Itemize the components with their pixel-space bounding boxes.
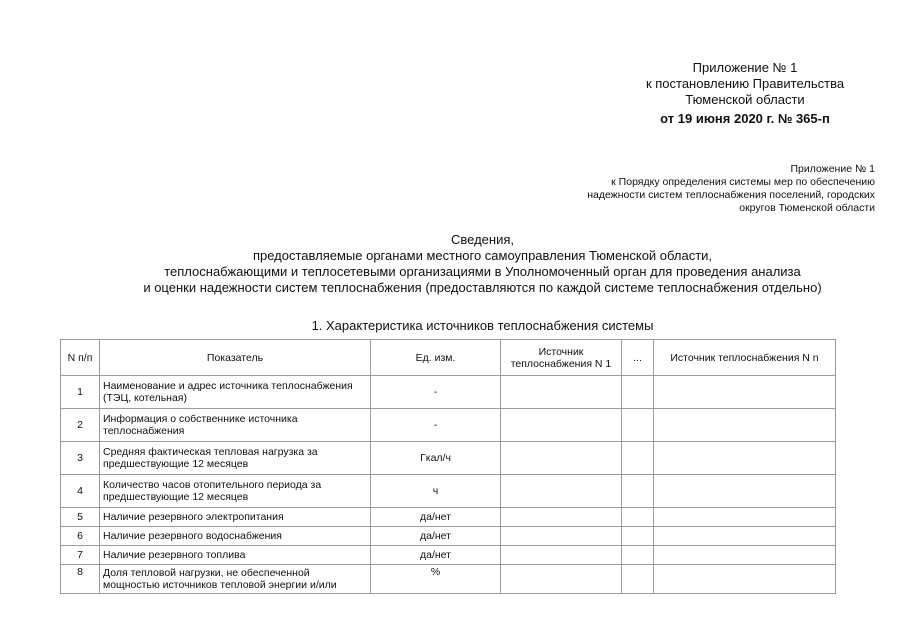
row-num: 4 (61, 475, 100, 508)
table-row (61, 409, 836, 442)
table-row (61, 565, 836, 594)
title-line-2: предоставляемые органами местного самоуправления Тюменской области, (252, 248, 713, 263)
row-indicator: Наличие резервного водоснабжения (100, 527, 371, 546)
table-row (61, 442, 836, 475)
cell-source-n[interactable] (654, 376, 836, 409)
cell-ellipsis[interactable] (622, 546, 654, 565)
row-unit: ч (371, 475, 501, 508)
cell-source-1[interactable] (501, 546, 622, 565)
row-indicator: Наименование и адрес источника теплоснабжения (ТЭЦ, котельная) (100, 376, 371, 409)
cell-ellipsis[interactable] (622, 527, 654, 546)
row-unit: % (371, 565, 501, 594)
appendix-1-date: от 19 июня 2020 г. № 365-п (660, 111, 830, 126)
row-indicator: Средняя фактическая тепловая нагрузка за предшествующие 12 месяцев (100, 442, 371, 475)
cell-source-n[interactable] (654, 508, 836, 527)
row-unit: да/нет (371, 508, 501, 527)
cell-source-n[interactable] (654, 565, 836, 594)
appendix-1-header (560, 60, 905, 127)
row-unit: Гкал/ч (371, 442, 501, 475)
characteristics-table (60, 339, 836, 594)
row-num: 1 (61, 376, 100, 409)
table-header-row (61, 340, 836, 376)
cell-source-1[interactable] (501, 527, 622, 546)
appendix-2-line-4: округов Тюменской области (739, 202, 875, 214)
appendix-1-line-3: Тюменской области (685, 92, 805, 107)
cell-ellipsis[interactable] (622, 376, 654, 409)
cell-source-n[interactable] (654, 475, 836, 508)
table-row (61, 376, 836, 409)
row-indicator: Наличие резервного электропитания (100, 508, 371, 527)
row-unit: - (371, 376, 501, 409)
section-title: 1. Характеристика источников теплоснабжения системы (311, 318, 654, 333)
table-row (61, 508, 836, 527)
row-unit: - (371, 409, 501, 442)
table-row (61, 546, 836, 565)
row-num: 8 (61, 565, 100, 594)
row-num: 2 (61, 409, 100, 442)
header-unit: Ед. изм. (371, 340, 501, 376)
appendix-2-header (455, 163, 875, 215)
table-row (61, 475, 836, 508)
cell-source-1[interactable] (501, 409, 622, 442)
title-line-1: Сведения, (450, 232, 514, 247)
cell-source-1[interactable] (501, 508, 622, 527)
row-indicator: Количество часов отопительного периода за предшествующие 12 месяцев (100, 475, 371, 508)
row-num: 5 (61, 508, 100, 527)
header-source-n: Источник теплоснабжения N n (654, 340, 836, 376)
row-num: 7 (61, 546, 100, 565)
cell-source-n[interactable] (654, 442, 836, 475)
row-num: 3 (61, 442, 100, 475)
row-unit: да/нет (371, 546, 501, 565)
cell-ellipsis[interactable] (622, 475, 654, 508)
cell-ellipsis[interactable] (622, 409, 654, 442)
row-num: 6 (61, 527, 100, 546)
cell-ellipsis[interactable] (622, 508, 654, 527)
title-line-3: теплоснабжающими и теплосетевыми организациями в Уполномоченный орган для проведения анализа (164, 264, 801, 279)
table-row (61, 527, 836, 546)
cell-source-1[interactable] (501, 442, 622, 475)
title-line-4: и оценки надежности систем теплоснабжения (предоставляются по каждой системе теплоснабжения отдельно) (143, 280, 822, 295)
row-unit: да/нет (371, 527, 501, 546)
header-num: N п/п (61, 340, 100, 376)
row-indicator: Наличие резервного топлива (100, 546, 371, 565)
cell-source-1[interactable] (501, 475, 622, 508)
header-indicator: Показатель (100, 340, 371, 376)
cell-source-n[interactable] (654, 546, 836, 565)
cell-source-1[interactable] (501, 565, 622, 594)
row-indicator: Доля тепловой нагрузки, не обеспеченной мощностью источников тепловой энергии и/или (100, 565, 371, 594)
row-indicator: Информация о собственнике источника теплоснабжения (100, 409, 371, 442)
cell-ellipsis[interactable] (622, 442, 654, 475)
appendix-1-line-1: Приложение № 1 (692, 60, 798, 75)
cell-source-n[interactable] (654, 527, 836, 546)
header-source-1: Источник теплоснабжения N 1 (501, 340, 622, 376)
appendix-2-line-3: надежности систем теплоснабжения поселений, городских (587, 189, 875, 201)
cell-ellipsis[interactable] (622, 565, 654, 594)
cell-source-1[interactable] (501, 376, 622, 409)
appendix-2-line-1: Приложение № 1 (790, 163, 875, 175)
header-ellipsis: ... (622, 340, 654, 376)
cell-source-n[interactable] (654, 409, 836, 442)
appendix-2-line-2: к Порядку определения системы мер по обеспечению (611, 176, 875, 188)
appendix-1-line-2: к постановлению Правительства (645, 76, 845, 91)
document-title (60, 232, 905, 296)
